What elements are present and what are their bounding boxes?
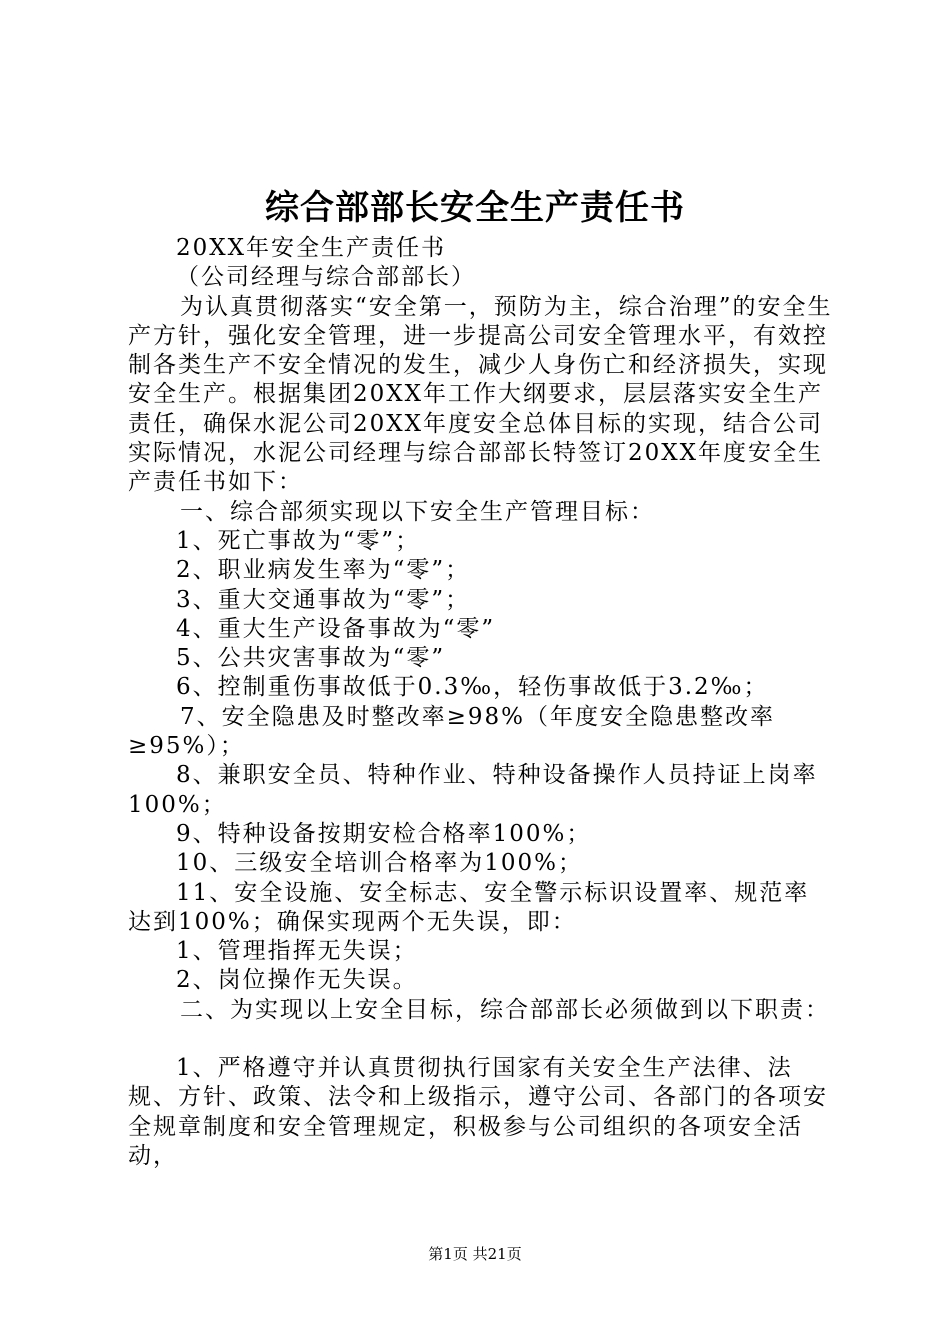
list-item: 6、控制重伤事故低于0.3‰，轻伤事故低于3.2‰； — [176, 674, 769, 701]
list-item: 8、兼职安全员、特种作业、特种设备操作人员持证上岗率100%； — [128, 762, 818, 818]
list-item: 7、安全隐患及时整改率≥98%（年度安全隐患整改率≥95%）； — [128, 703, 776, 760]
list-item: 4、重大生产设备事故为“零” — [176, 615, 496, 642]
list-item: 5、公共灾害事故为“零” — [176, 645, 446, 672]
list-item: 11、安全设施、安全标志、安全警示标识设置率、规范率达到100%；确保实现两个无失误，即： — [128, 879, 810, 935]
section-heading-2: 二、为实现以上安全目标，综合部部长必须做到以下职责： — [180, 996, 830, 1023]
paragraph-subtitle: 20XX年安全生产责任书 — [176, 235, 447, 261]
paragraph-parties: （公司经理与综合部部长） — [176, 264, 476, 291]
list-item: 1、死亡事故为“零”； — [176, 527, 421, 554]
section-heading-1: 一、综合部须实现以下安全生产管理目标： — [180, 498, 655, 525]
list-item: 2、职业病发生率为“零”； — [176, 557, 471, 584]
paragraph-intro: 为认真贯彻落实“安全第一，预防为主，综合治理”的安全生产方针，强化安全管理，进一步提高公司安全管理水平，有效控制各类生产不安全情况的发生，减少人身伤亡和经济损失，实现安全生产。根据集团20XX年工作大纲要求，层层落实安全生产责任，确保水泥公司20XX年度安全总体目标的实现，结合公司实际情况，水泥公司经理与综合部部长特签订20XX年度安全生产责任书如下： — [128, 293, 833, 496]
page-footer: 第1页 共21页 — [428, 1245, 522, 1263]
list-item: 1、管理指挥无失误； — [176, 938, 418, 965]
document-title: 综合部部长安全生产责任书 — [265, 188, 685, 228]
list-item: 3、重大交通事故为“零”； — [176, 586, 471, 613]
list-item: 10、三级安全培训合格率为100%； — [176, 850, 584, 877]
list-item: 1、严格遵守并认真贯彻执行国家有关安全生产法律、法规、方针、政策、法令和上级指示，遵守公司、各部门的各项安全规章制度和安全管理规定，积极参与公司组织的各项安全活动， — [128, 1055, 828, 1169]
list-item: 9、特种设备按期安检合格率100%； — [176, 820, 592, 847]
document-body — [128, 234, 834, 1171]
blank-line — [128, 1025, 834, 1054]
list-item: 2、岗位操作无失误。 — [176, 967, 418, 994]
